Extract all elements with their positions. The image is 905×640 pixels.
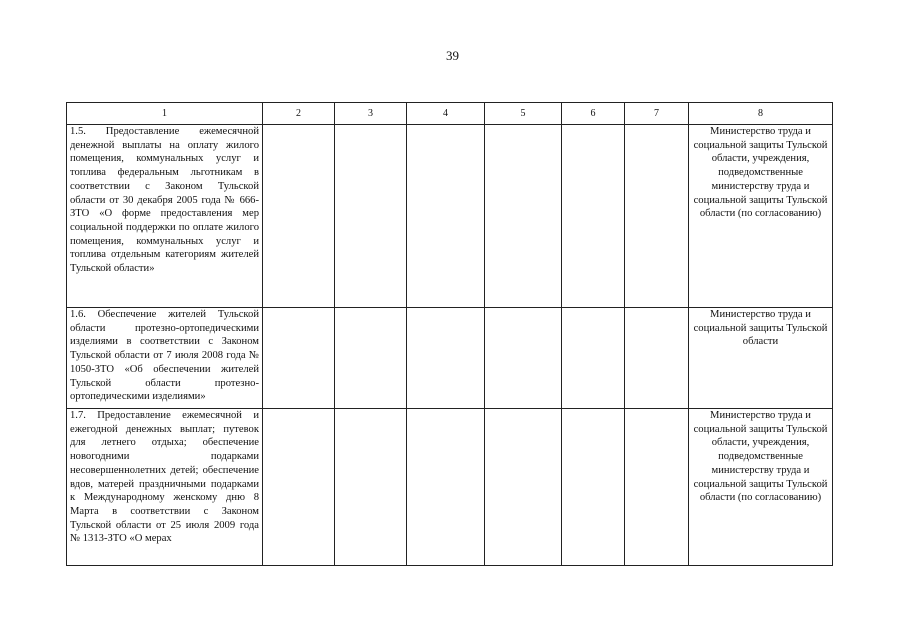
empty-cell bbox=[562, 308, 625, 409]
empty-cell bbox=[335, 409, 407, 566]
empty-cell bbox=[407, 308, 485, 409]
empty-cell bbox=[562, 409, 625, 566]
empty-cell bbox=[263, 409, 335, 566]
responsible-executor: Министерство труда и социальной защиты Тульской области, учреждения, подведомственные министерству труда и социальной защиты Тульской области (по согласованию) bbox=[689, 125, 833, 308]
measure-description-text: 1.7. Предоставление ежемесячной и ежегодной денежных выплат; путевок для летнего отдыха; обеспечение новогодними подарками несовершеннолетних детей; обеспечение вдов, матерей праздничными подарками к Международному женскому дню 8 Марта в соответствии с Законом Тульской области от 25 июля 2009 года № 1313-ЗТО «О мерах bbox=[70, 410, 259, 545]
column-header: 7 bbox=[625, 103, 689, 125]
column-header: 6 bbox=[562, 103, 625, 125]
measure-description bbox=[67, 409, 263, 566]
empty-cell bbox=[335, 308, 407, 409]
empty-cell bbox=[335, 125, 407, 308]
empty-cell bbox=[407, 409, 485, 566]
table-header-row bbox=[67, 103, 833, 125]
measure-description: 1.6. Обеспечение жителей Тульской области протезно-ортопедическими изделиями в соответствии с Законом Тульской области от 7 июля 2008 года № 1050-ЗТО «Об обеспечении жителей Тульской области протезно-ортопедическими изделиями» bbox=[67, 308, 263, 409]
empty-cell bbox=[485, 409, 562, 566]
empty-cell bbox=[485, 125, 562, 308]
column-header: 2 bbox=[263, 103, 335, 125]
empty-cell bbox=[562, 125, 625, 308]
page-number: 39 bbox=[446, 48, 459, 63]
column-header: 4 bbox=[407, 103, 485, 125]
responsible-executor: Министерство труда и социальной защиты Тульской области bbox=[689, 308, 833, 409]
empty-cell bbox=[407, 125, 485, 308]
empty-cell bbox=[263, 125, 335, 308]
table-row bbox=[67, 308, 833, 409]
empty-cell bbox=[625, 125, 689, 308]
table-row bbox=[67, 409, 833, 566]
column-header: 5 bbox=[485, 103, 562, 125]
empty-cell bbox=[485, 308, 562, 409]
empty-cell bbox=[625, 409, 689, 566]
empty-cell bbox=[625, 308, 689, 409]
column-header: 8 bbox=[689, 103, 833, 125]
responsible-executor: Министерство труда и социальной защиты Тульской области, учреждения, подведомственные министерству труда и социальной защиты Тульской области (по согласованию) bbox=[689, 409, 833, 566]
measure-description: 1.5. Предоставление ежемесячной денежной выплаты на оплату жилого помещения, коммунальных услуг и топлива федеральным льготникам в соответствии с Законом Тульской области от 30 декабря 2005 года № 666-ЗТО «О форме предоставления мер социальной поддержки по оплате жилого помещения, коммунальных услуг и топлива отдельным категориям жителей Тульской области» bbox=[67, 125, 263, 308]
measures-table bbox=[66, 102, 833, 566]
column-header: 3 bbox=[335, 103, 407, 125]
table-row bbox=[67, 125, 833, 308]
column-header: 1 bbox=[67, 103, 263, 125]
empty-cell bbox=[263, 308, 335, 409]
